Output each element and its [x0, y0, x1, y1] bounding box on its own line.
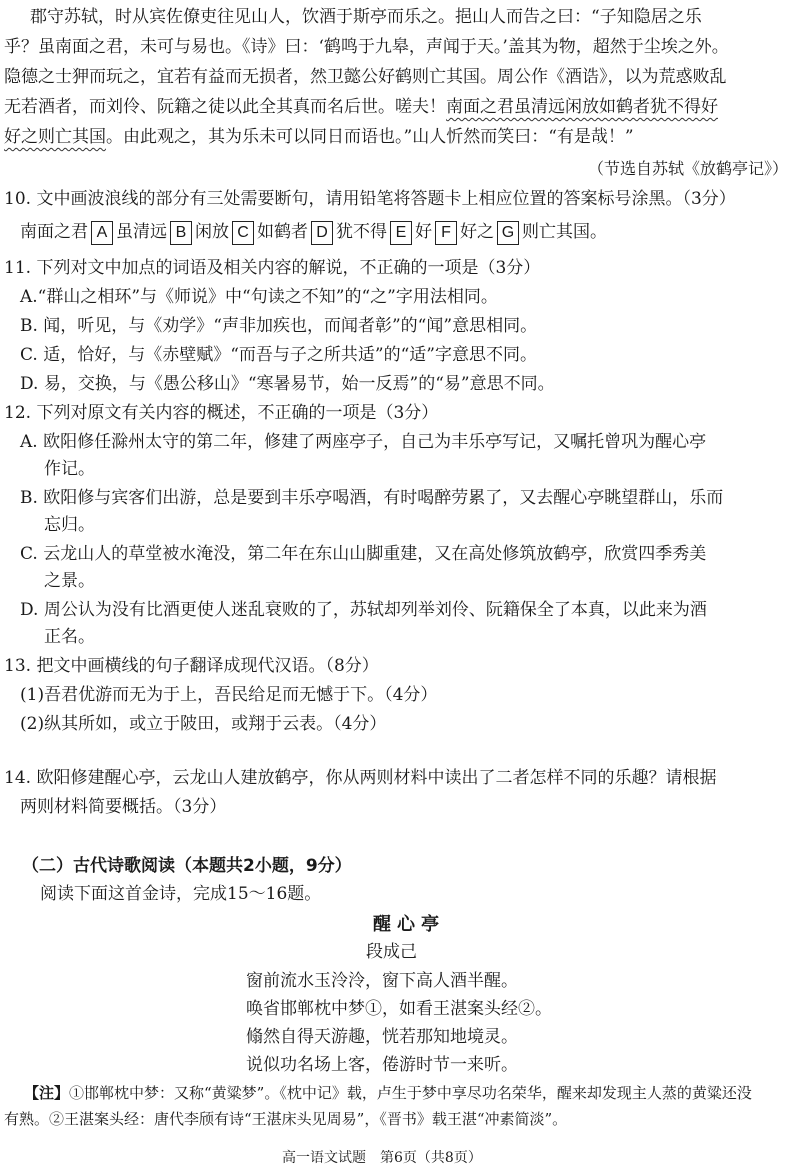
q13-sentence-2: (2)纵其所如，或立于陂田，或翔于云表。（4分）	[20, 714, 387, 734]
page-footer: 高一语文试题 第6页（共8页）	[282, 1150, 482, 1166]
q14-stem-cont: 两则材料简要概括。（3分）	[20, 797, 227, 817]
note-line-2: 有熟。②王湛案头经：唐代李颀有诗“王湛床头见周易”，《晋书》载王湛“冲素简淡”。	[4, 1110, 568, 1128]
poem-line-3: 翛然自得天游趣，恍若那知地境灵。	[246, 1027, 518, 1047]
poem-line-2: 唤省邯郸枕中梦①，如看王湛案头经②。	[246, 999, 552, 1019]
q11-option-b: B. 闻，听见，与《劝学》“声非加疾也，而闻者彰”的“闻”意思相同。	[20, 316, 538, 336]
section-instruction: 阅读下面这首金诗，完成15～16题。	[40, 884, 322, 904]
q10-box-b: B	[170, 221, 192, 245]
poem-author: 段成己	[366, 942, 417, 962]
q12-option-c-cont: 之景。	[44, 571, 95, 591]
q11-option-c: C. 适，恰好，与《赤壁赋》“而吾与子之所共适”的“适”字意思不同。	[20, 345, 537, 365]
q13-stem: 13. 把文中画横线的句子翻译成现代汉语。（8分）	[4, 656, 379, 676]
q12-option-a-cont: 作记。	[44, 459, 95, 479]
q10-box-e: E	[390, 221, 412, 245]
passage-source: （节选自苏轼《放鹤亭记》）	[587, 159, 788, 178]
passage-line-1: 郡守苏轼，时从宾佐僚吏往见山人，饮酒于斯亭而乐之。挹山人而告之曰：“子知隐居之乐	[30, 7, 702, 27]
q10-seg-1: 虽清远	[116, 222, 167, 242]
poem-title: 醒心亭	[373, 914, 445, 935]
q12-option-a: A. 欧阳修任滁州太守的第二年，修建了两座亭子，自己为丰乐亭写记，又嘱托曾巩为醒心亭	[20, 432, 707, 452]
q10-box-a: A	[91, 221, 113, 245]
passage-line-5-plain: 。由此观之，其为乐未可以同日而语也。”山人忻然而笑曰：“有是哉！”	[106, 127, 634, 147]
section-heading: （二）古代诗歌阅读（本题共2小题，9分）	[22, 856, 352, 876]
poem-line-1: 窗前流水玉泠泠，窗下高人酒半醒。	[246, 971, 518, 991]
q12-option-c: C. 云龙山人的草堂被水淹没，第二年在东山山脚重建，又在高处修筑放鹤亭，欣赏四季秀美	[20, 544, 707, 564]
note-label: 【注】	[24, 1084, 70, 1102]
passage-line-2: 乎？虽南面之君，未可与易也。《诗》曰：‘鹤鸣于九皋，声闻于天。’盖其为物，超然于尘埃之外。	[4, 37, 729, 57]
passage-line-3: 隐德之士狎而玩之，宜若有益而无损者，然卫懿公好鹤则亡其国。周公作《酒诰》，以为荒惑败乱	[4, 67, 727, 87]
q10-box-f: F	[435, 221, 457, 245]
q10-stem: 10. 文中画波浪线的部分有三处需要断句，请用铅笔将答题卡上相应位置的答案标号涂黑。（3分）	[4, 189, 736, 209]
q11-option-a: A.“群山之相环”与《师说》中“句读之不知”的“之”字用法相同。	[20, 287, 498, 307]
poem-line-4: 说似功名场上客，倦游时节一来听。	[246, 1055, 518, 1075]
q13-sentence-1: (1)吾君优游而无为于上，吾民给足而无憾于下。（4分）	[20, 685, 438, 705]
q11-stem: 11. 下列对文中加点的词语及相关内容的解说，不正确的一项是（3分）	[4, 258, 541, 278]
q10-seg-5: 好	[415, 222, 432, 242]
q10-seg-2: 闲放	[195, 222, 229, 242]
passage-line-4-plain: 无若酒者，而刘伶、阮籍之徒以此全其真而名后世。嗟夫！	[4, 97, 446, 117]
q10-seg-3: 如鹤者	[257, 222, 308, 242]
q12-option-d: D. 周公认为没有比酒更使人迷乱衰败的了，苏轼却列举刘伶、阮籍保全了本真，以此来为酒	[20, 600, 707, 620]
q10-seg-7: 则亡其国。	[522, 222, 607, 242]
passage-line-5	[4, 124, 634, 150]
q12-stem: 12. 下列对原文有关内容的概述，不正确的一项是（3分）	[4, 403, 439, 423]
q12-option-d-cont: 正名。	[44, 627, 95, 647]
q11-option-d: D. 易，交换，与《愚公移山》“寒暑易节，始一反焉”的“易”意思不同。	[20, 374, 555, 394]
q14-stem: 14. 欧阳修建醒心亭，云龙山人建放鹤亭，你从两则材料中读出了二者怎样不同的乐趣？请根据	[4, 768, 717, 788]
q10-seg-4: 犹不得	[336, 222, 387, 242]
note-text-1: ①邯郸枕中梦：又称“黄粱梦”。《枕中记》载，卢生于梦中享尽功名荣华，醒来却发现主人蒸的黄粱还没	[69, 1084, 752, 1102]
q12-option-b-cont: 忘归。	[44, 515, 95, 535]
q10-seg-6: 好之	[460, 222, 494, 242]
q10-box-g: G	[497, 221, 519, 245]
q10-box-d: D	[311, 221, 333, 245]
q10-seg-0: 南面之君	[20, 222, 88, 242]
q10-box-c: C	[232, 221, 254, 245]
wavy-underlined-text-cont: 好之则亡其国	[4, 127, 106, 147]
q10-segments	[20, 219, 607, 245]
wavy-underlined-text: 南面之君虽清远闲放如鹤者犹不得好	[446, 97, 718, 117]
passage-line-4	[4, 94, 718, 120]
note-line-1	[24, 1080, 752, 1106]
q12-option-b: B. 欧阳修与宾客们出游，总是要到丰乐亭喝酒，有时喝醉劳累了，又去醒心亭眺望群山，乐而	[20, 488, 724, 508]
